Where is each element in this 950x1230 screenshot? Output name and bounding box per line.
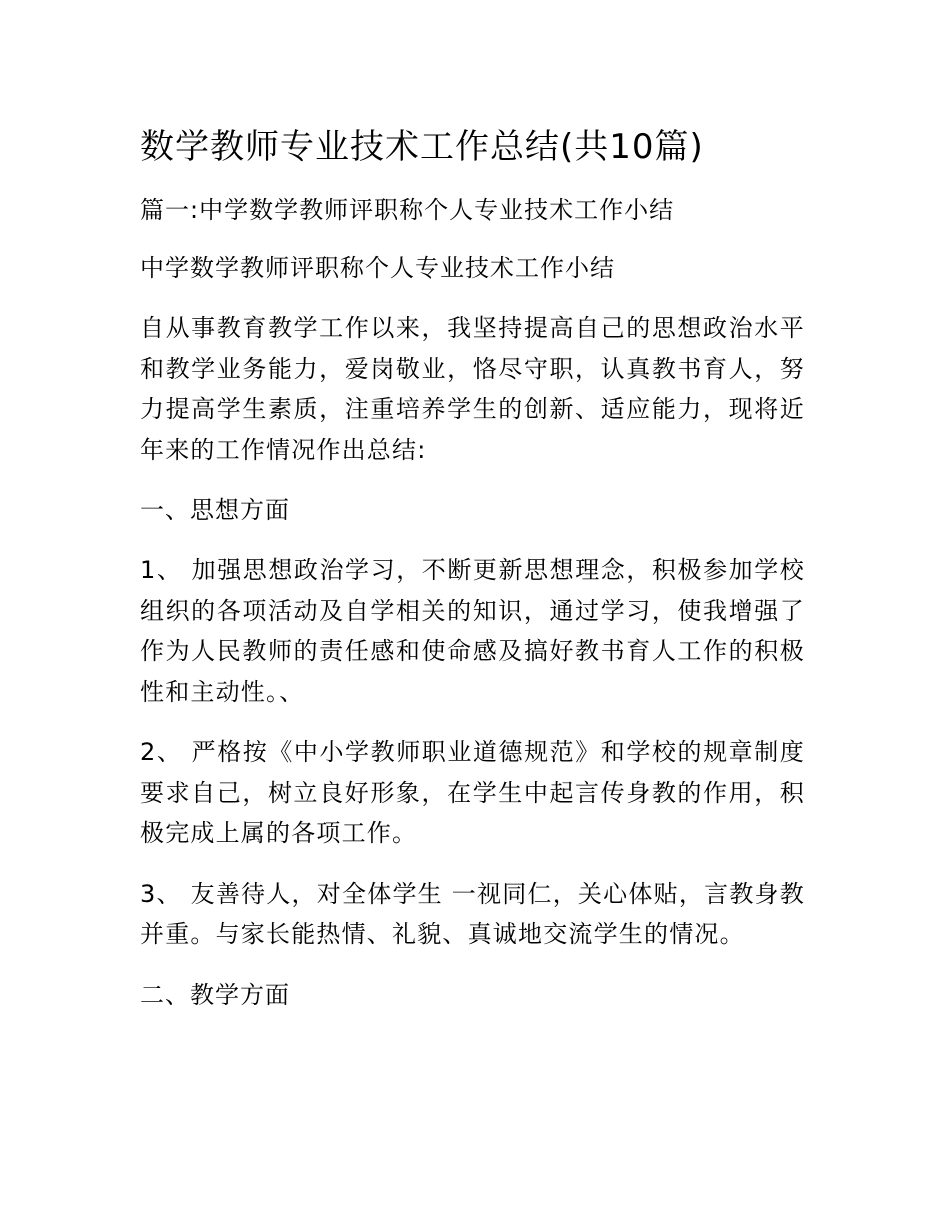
list-item: 1、 加强思想政治学习，不断更新思想理念，积极参加学校组织的各项活动及自学相关的知识，通过学习，使我增强了作为人民教师的责任感和使命感及搞好教书育人工作的积极性和主动性。、	[140, 556, 805, 706]
list-item: 3、 友善待人，对全体学生 一视同仁，关心体贴，言教身教并重。与家长能热情、礼貌、真诚地交流学生的情况。	[140, 879, 805, 948]
document-title: 数学教师专业技术工作总结(共10篇)	[140, 127, 704, 167]
section-heading-thought: 一、思想方面	[140, 496, 290, 524]
section-heading-teaching: 二、教学方面	[140, 980, 290, 1009]
intro-paragraph: 自从事教育教学工作以来，我坚持提高自己的思想政治水平和教学业务能力，爱岗敬业，恪尽守职，认真教书育人，努力提高学生素质，注重培养学生的创新、适应能力，现将近年来的工作情况作出总结:	[140, 314, 805, 464]
chapter-subtitle: 中学数学教师评职称个人专业技术工作小结	[140, 254, 615, 282]
document-body	[140, 122, 805, 1035]
chapter-heading: 篇一:中学数学教师评职称个人专业技术工作小结	[140, 196, 675, 224]
list-item: 2、 严格按《中小学教师职业道德规范》和学校的规章制度要求自己，树立良好形象，在学生中起言传身教的作用，积极完成上属的各项工作。	[140, 738, 805, 847]
